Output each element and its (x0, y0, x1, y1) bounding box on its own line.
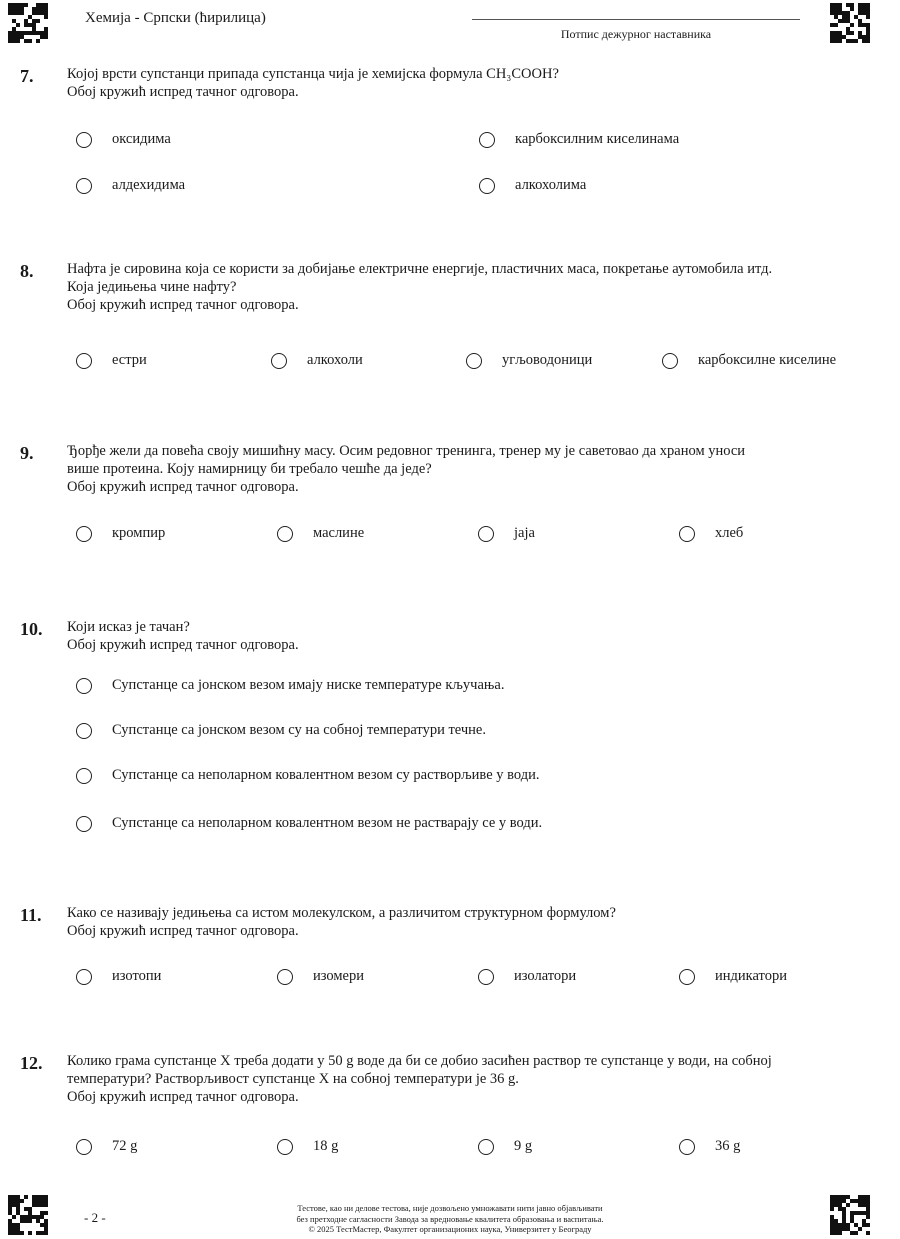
question-number: 10. (20, 619, 43, 639)
answer-option[interactable]: индикатори (679, 968, 787, 985)
answer-option[interactable]: оксидима (76, 131, 171, 148)
question-number: 7. (20, 66, 34, 86)
question-number: 12. (20, 1053, 43, 1073)
radio-circle-icon[interactable] (662, 353, 678, 369)
answer-option[interactable]: карбоксилним киселинама (479, 131, 679, 148)
qr-code-top-right (830, 3, 870, 43)
qr-code-bottom-left (8, 1195, 48, 1235)
radio-circle-icon[interactable] (76, 526, 92, 542)
radio-circle-icon[interactable] (679, 1139, 695, 1155)
radio-circle-icon[interactable] (76, 969, 92, 985)
question-text: Ђорђе жели да повећа своју мишићну масу. Осим редовног тренинга, тренер му је саветовао да храном уноси више протеина. Коју намирницу би требало чешће да једе? Обој кружић испред тачног одговора. (67, 443, 746, 495)
question-text: Колико грама супстанце X треба додати у 50 g воде да би се добио засићен раствор те супстанце у води, на собној температури? Растворљивост супстанце X на собној температури је 36 g. Обој кружић испред тачног одговора. (67, 1053, 772, 1105)
answer-option[interactable]: 9 g (478, 1138, 532, 1155)
radio-circle-icon[interactable] (76, 132, 92, 148)
answer-option[interactable]: угљоводоници (466, 352, 592, 369)
radio-circle-icon[interactable] (76, 768, 92, 784)
answer-option[interactable]: Супстанце са неполарном ковалентном везом су растворљиве у води. (76, 767, 539, 784)
question-text: Нафта је сировина која се користи за добијање електричне енергије, пластичних маса, покретање аутомобила итд. Која једињења чине нафту? Обој кружић испред тачног одговора. (67, 261, 773, 313)
radio-circle-icon[interactable] (271, 353, 287, 369)
answer-option[interactable]: Супстанце са јонском везом су на собној температури течне. (76, 722, 486, 739)
answer-option[interactable]: Супстанце са неполарном ковалентном везом не растварају се у води. (76, 815, 542, 832)
answer-option[interactable]: 36 g (679, 1138, 740, 1155)
radio-circle-icon[interactable] (76, 678, 92, 694)
signature-line (472, 19, 800, 20)
question-text: Којој врсти супстанци припада супстанца чија је хемијска формула CH₃COOH? Обој кружић испред тачног одговора. (67, 66, 559, 100)
radio-circle-icon[interactable] (479, 132, 495, 148)
radio-circle-icon[interactable] (76, 816, 92, 832)
answer-option[interactable]: хлеб (679, 525, 743, 542)
radio-circle-icon[interactable] (76, 178, 92, 194)
radio-circle-icon[interactable] (76, 353, 92, 369)
radio-circle-icon[interactable] (277, 526, 293, 542)
answer-option[interactable]: кромпир (76, 525, 165, 542)
radio-circle-icon[interactable] (76, 1139, 92, 1155)
answer-option[interactable]: маслине (277, 525, 364, 542)
radio-circle-icon[interactable] (478, 969, 494, 985)
question-number: 8. (20, 261, 34, 281)
page-number: - 2 - (84, 1210, 106, 1225)
question-text: Који исказ је тачан? Обој кружић испред тачног одговора. (67, 619, 299, 653)
radio-circle-icon[interactable] (479, 178, 495, 194)
answer-option[interactable]: 18 g (277, 1138, 338, 1155)
radio-circle-icon[interactable] (478, 1139, 494, 1155)
answer-option[interactable]: алкохоли (271, 352, 363, 369)
answer-option[interactable]: јаја (478, 525, 535, 542)
question-number: 9. (20, 443, 34, 463)
answer-option[interactable]: изолатори (478, 968, 576, 985)
radio-circle-icon[interactable] (277, 969, 293, 985)
radio-circle-icon[interactable] (76, 723, 92, 739)
answer-option[interactable]: 72 g (76, 1138, 137, 1155)
answer-option[interactable]: изомери (277, 968, 364, 985)
radio-circle-icon[interactable] (679, 969, 695, 985)
question-text: Како се називају једињења са истом молекулском, а различитом структурном формулом? Обој кружић испред тачног одговора. (67, 905, 616, 939)
answer-option[interactable]: естри (76, 352, 147, 369)
copyright-notice: Тестове, као ни делове тестова, није дозвољено умножавати нити јавно објављивати без претходне сагласности Завода за вредновање квалитета образовања и васпитања. © 2025 ТестМастер, Факултет организационих наука, Универзитет у Београду (296, 1203, 604, 1234)
signature-label: Потпис дежурног наставника (560, 27, 712, 41)
qr-code-bottom-right (830, 1195, 870, 1235)
answer-option[interactable]: изотопи (76, 968, 161, 985)
answer-option[interactable]: Супстанце са јонском везом имају ниске температуре кључања. (76, 677, 504, 694)
question-number: 11. (20, 905, 42, 925)
radio-circle-icon[interactable] (466, 353, 482, 369)
qr-code-top-left (8, 3, 48, 43)
answer-option[interactable]: карбоксилне киселине (662, 352, 836, 369)
radio-circle-icon[interactable] (277, 1139, 293, 1155)
radio-circle-icon[interactable] (679, 526, 695, 542)
subject-title: Хемија - Српски (ћирилица) (85, 10, 266, 26)
answer-option[interactable]: алкохолима (479, 177, 586, 194)
radio-circle-icon[interactable] (478, 526, 494, 542)
answer-option[interactable]: алдехидима (76, 177, 185, 194)
